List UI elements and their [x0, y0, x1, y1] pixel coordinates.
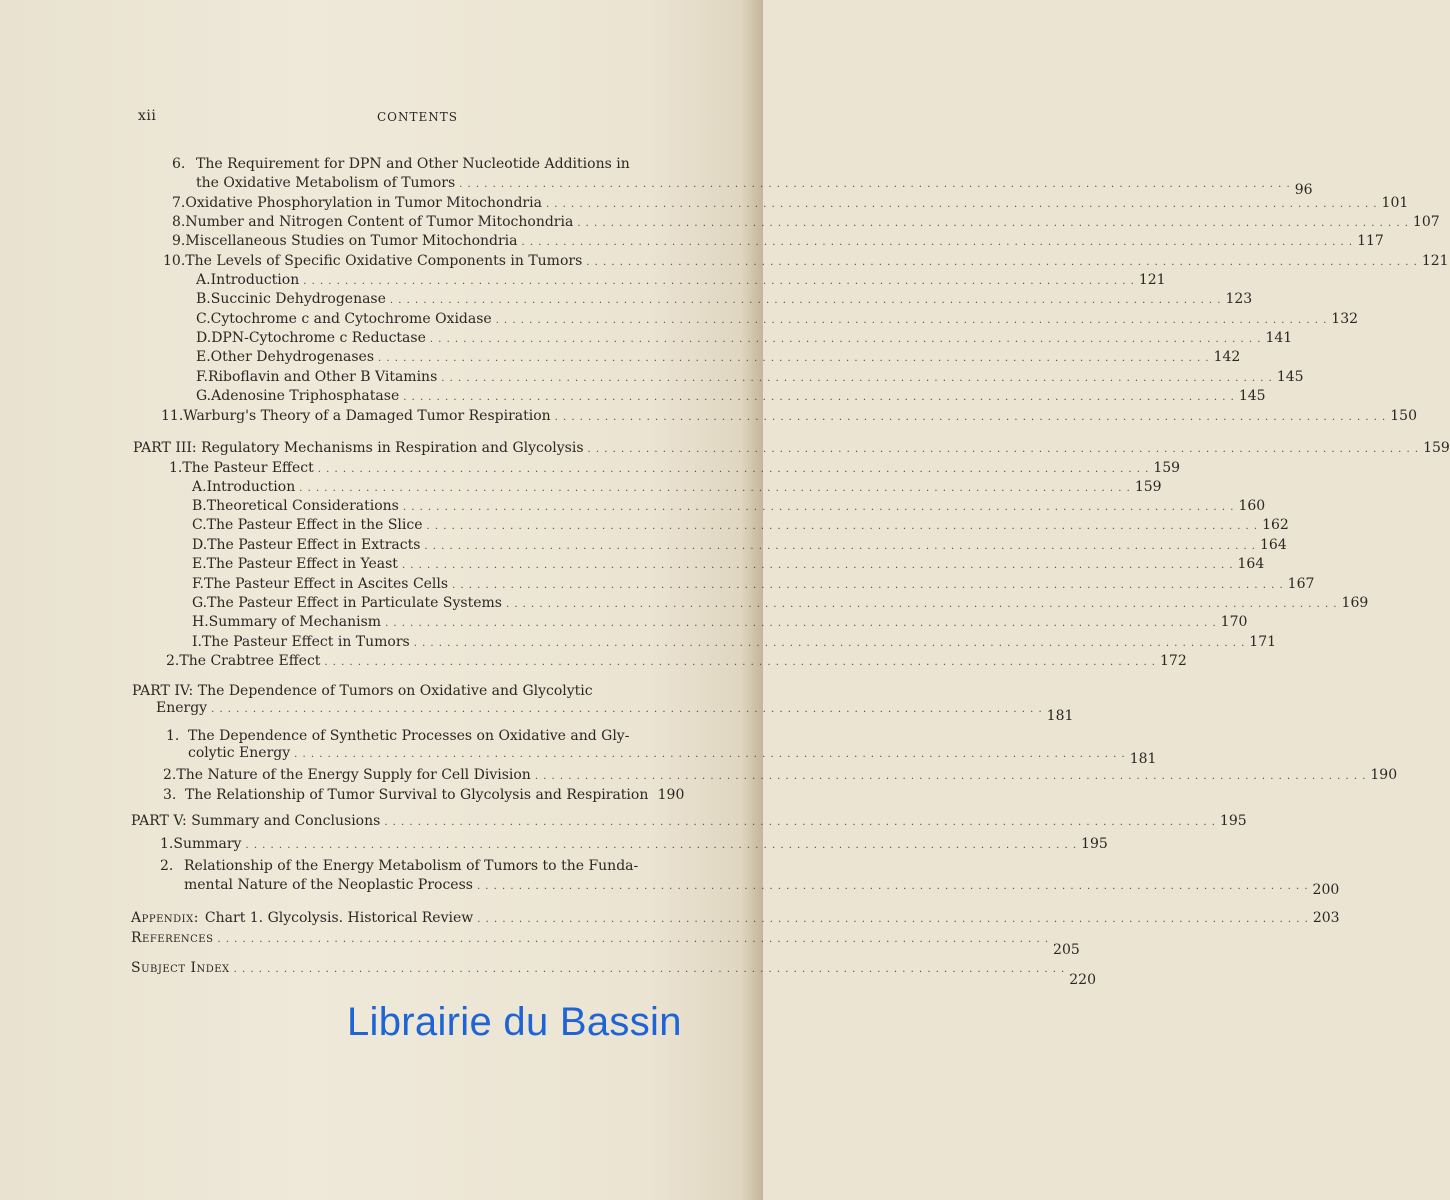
leader-dots — [441, 369, 1273, 387]
toc-entry — [172, 233, 1384, 251]
toc-entry-label: Warburg's Theory of a Damaged Tumor Respiration — [183, 408, 551, 424]
leader-dots — [555, 408, 1387, 426]
toc-subentry — [196, 369, 1304, 387]
toc-page-number: 159 — [1423, 440, 1450, 456]
toc-part-heading — [133, 440, 1450, 458]
toc-subentry — [192, 479, 1162, 497]
toc-entry-letter: C. — [192, 517, 207, 533]
toc-page-number: 150 — [1390, 408, 1417, 424]
toc-entry-label: Riboflavin and Other B Vitamins — [207, 369, 438, 385]
toc-entry-letter: B. — [196, 291, 211, 307]
leader-dots — [245, 836, 1077, 854]
toc-entry — [166, 728, 662, 744]
toc-part-label: Energy — [156, 700, 208, 716]
toc-page-number: 121 — [1138, 272, 1166, 288]
toc-entry-label: Subject Index — [131, 960, 230, 976]
toc-page-number: 172 — [1160, 653, 1187, 669]
toc-subentry — [196, 388, 1266, 406]
leader-dots — [217, 930, 1049, 948]
toc-entry-letter: F. — [192, 576, 204, 592]
toc-entry-label: The Pasteur Effect — [182, 460, 314, 476]
toc-page-number: 169 — [1341, 595, 1369, 611]
toc-entry-label: The Levels of Specific Oxidative Components in Tumors — [185, 253, 583, 269]
toc-entry-letter: G. — [196, 388, 212, 404]
leader-dots — [403, 388, 1235, 406]
toc-entry-continued — [188, 745, 1157, 767]
toc-entry-label: Theoretical Considerations — [206, 498, 399, 514]
running-title: CONTENTS — [376, 110, 458, 124]
toc-entry-label: Oxidative Phosphorylation in Tumor Mitochondria — [185, 195, 542, 211]
toc-appendix-head: Appendix: — [131, 910, 199, 926]
toc-page-number: 96 — [1294, 182, 1313, 198]
leader-dots — [430, 330, 1262, 348]
toc-page-number: 164 — [1260, 537, 1287, 553]
watermark: Librairie du Bassin — [347, 1000, 682, 1044]
toc-page-number: 164 — [1237, 556, 1265, 572]
toc-entry-letter: D. — [196, 330, 212, 346]
toc-subentry — [192, 576, 1315, 594]
toc-page-number: 200 — [1312, 882, 1340, 898]
toc-entry-number: 1. — [169, 460, 183, 476]
toc-entry-continued — [184, 877, 1340, 898]
leader-dots — [318, 460, 1150, 478]
toc-page-number: 142 — [1213, 349, 1241, 365]
leader-dots — [390, 291, 1222, 309]
toc-entry-letter: D. — [192, 537, 208, 553]
toc-entry — [172, 156, 662, 172]
toc-part-label: PART III: Regulatory Mechanisms in Respiration and Glycolysis — [133, 440, 584, 456]
toc-entry-label: The Crabtree Effect — [179, 653, 321, 669]
toc-appendix — [131, 910, 1340, 928]
toc-page-number: 167 — [1287, 576, 1315, 592]
toc-part-heading — [132, 683, 662, 699]
toc-subentry — [196, 349, 1241, 367]
toc-entry — [166, 653, 1187, 671]
toc-entry-label: The Pasteur Effect in Particulate Systems — [207, 595, 502, 611]
leader-dots — [403, 498, 1235, 516]
leader-dots — [294, 745, 1126, 763]
toc-entry-number: 3. — [163, 787, 177, 803]
toc-entry-label: Introduction — [210, 272, 300, 288]
leader-dots — [234, 960, 1066, 978]
leader-dots — [459, 175, 1291, 193]
toc-subentry — [196, 330, 1293, 348]
leader-dots — [424, 537, 1256, 555]
toc-page-number: 203 — [1312, 910, 1340, 926]
toc-entry — [172, 214, 1440, 232]
toc-entry — [163, 787, 698, 803]
toc-entry-label: Other Dehydrogenases — [210, 349, 375, 365]
toc-entry-label: The Pasteur Effect in Ascites Cells — [203, 576, 449, 592]
toc-page-number: 141 — [1265, 330, 1293, 346]
toc-entry-number: 2. — [160, 858, 174, 874]
toc-page-number: 181 — [1129, 751, 1157, 767]
toc-entry-label: The Pasteur Effect in Extracts — [207, 537, 421, 553]
toc-entry — [169, 460, 1181, 478]
toc-entry-label: Summary — [173, 836, 242, 852]
toc-entry-letter: E. — [192, 556, 207, 572]
leader-dots — [535, 767, 1367, 785]
toc-entry-letter: A. — [196, 272, 211, 288]
toc-page-number: 171 — [1249, 634, 1277, 650]
toc-page-number: 121 — [1421, 253, 1449, 269]
toc-entry-letter: B. — [192, 498, 207, 514]
toc-subentry — [192, 595, 1369, 613]
toc-page-number: 195 — [1219, 813, 1247, 829]
toc-entry-number: 7. — [172, 195, 186, 211]
leader-dots — [546, 195, 1378, 213]
toc-entry-letter: F. — [196, 369, 208, 385]
toc-entry-letter: G. — [192, 595, 208, 611]
page-number: xii — [138, 108, 157, 124]
toc-entry-number: 2. — [166, 653, 180, 669]
toc-entry-label: The Pasteur Effect in Tumors — [201, 634, 410, 650]
toc-subentry — [192, 556, 1265, 574]
leader-dots — [299, 479, 1131, 497]
toc-entry-continued — [196, 175, 1313, 198]
toc-page-number: 117 — [1357, 233, 1384, 249]
toc-page-number: 159 — [1134, 479, 1162, 495]
leader-dots — [586, 253, 1418, 271]
toc-entry-label: Chart 1. Glycolysis. Historical Review — [204, 910, 474, 926]
toc-page-number: 162 — [1262, 517, 1289, 533]
toc-entry — [163, 253, 1449, 271]
leader-dots — [402, 556, 1234, 574]
toc-page-number: 132 — [1331, 311, 1359, 327]
toc-part-label: PART IV: The Dependence of Tumors on Oxidative and Glycolytic — [132, 683, 593, 699]
toc-entry-letter: H. — [192, 614, 209, 630]
leader-dots — [427, 517, 1259, 535]
toc-subentry — [192, 634, 1277, 652]
toc-entry-letter: I. — [192, 634, 202, 650]
toc-page-number: 220 — [1069, 972, 1096, 988]
toc-entry — [161, 408, 1417, 426]
toc-entry-letter: A. — [192, 479, 207, 495]
toc-entry — [160, 858, 662, 874]
toc-entry-label: The Relationship of Tumor Survival to Glycolysis and Respiration — [185, 787, 649, 803]
toc-page-number: 181 — [1046, 708, 1074, 724]
leader-dots — [477, 877, 1309, 895]
toc-entry-label: The Dependence of Synthetic Processes on Oxidative and Gly- — [188, 728, 630, 744]
toc-subject-index — [131, 960, 1096, 988]
leader-dots — [378, 349, 1210, 367]
toc-entry-number: 9. — [172, 233, 186, 249]
toc-entry-label: The Nature of the Energy Supply for Cell Division — [176, 767, 531, 783]
toc-entry-label: DPN-Cytochrome c Reductase — [211, 330, 426, 346]
toc-subentry — [196, 291, 1253, 309]
toc-subentry — [192, 614, 1248, 632]
toc-entry-number: 6. — [172, 156, 186, 172]
leader-dots — [522, 233, 1354, 251]
toc-entry-number: 1. — [166, 728, 180, 744]
toc-entry — [163, 767, 1398, 785]
toc-entry-label: The Requirement for DPN and Other Nucleotide Additions in — [196, 156, 630, 172]
toc-entry-label: The Pasteur Effect in the Slice — [206, 517, 423, 533]
toc-entry-label: mental Nature of the Neoplastic Process — [184, 877, 473, 893]
toc-page-number: 107 — [1412, 214, 1440, 230]
toc-entry-label: Number and Nitrogen Content of Tumor Mitochondria — [185, 214, 574, 230]
toc-entry-label: The Pasteur Effect in Yeast — [206, 556, 398, 572]
toc-page-number: 205 — [1053, 942, 1080, 958]
toc-part-heading — [131, 813, 1247, 831]
leader-dots — [588, 440, 1420, 458]
toc-entry-number: 2. — [163, 767, 177, 783]
toc-entry-label: Adenosine Triphosphatase — [211, 388, 400, 404]
toc-references — [131, 930, 1080, 958]
leader-dots — [303, 272, 1135, 290]
toc-entry-number: 11. — [161, 408, 184, 424]
toc-page-number: 101 — [1381, 195, 1409, 211]
toc-part-heading-continued — [156, 700, 1074, 724]
leader-dots — [496, 311, 1328, 329]
toc-subentry — [196, 311, 1359, 329]
toc-subentry — [196, 272, 1166, 290]
leader-dots — [414, 634, 1246, 652]
toc-page-number: 145 — [1238, 388, 1266, 404]
toc-entry-number: 8. — [172, 214, 186, 230]
leader-dots — [506, 595, 1338, 613]
toc-entry-label: Succinic Dehydrogenase — [210, 291, 386, 307]
leader-dots — [385, 614, 1217, 632]
toc-entry-label: Miscellaneous Studies on Tumor Mitochondria — [185, 233, 518, 249]
toc-entry-label: Introduction — [206, 479, 296, 495]
toc-page-number: 160 — [1238, 498, 1266, 514]
leader-dots — [577, 214, 1409, 232]
toc-entry-letter: C. — [196, 311, 211, 327]
toc-subentry — [192, 537, 1287, 555]
toc-part-label: PART V: Summary and Conclusions — [131, 813, 381, 829]
leader-dots — [477, 910, 1309, 928]
toc-entry-number: 10. — [163, 253, 186, 269]
toc-subentry — [192, 517, 1289, 535]
leader-dots — [384, 813, 1216, 831]
toc-entry-label: colytic Energy — [188, 745, 291, 761]
toc-entry-label: Relationship of the Energy Metabolism of Tumors to the Funda- — [184, 858, 639, 874]
toc-entry-label: Cytochrome c and Cytochrome Oxidase — [210, 311, 492, 327]
leader-dots — [211, 700, 1043, 718]
toc-subentry — [192, 498, 1266, 516]
toc-entry-label: the Oxidative Metabolism of Tumors — [196, 175, 456, 191]
toc-entry-label: References — [131, 930, 214, 946]
leader-dots — [452, 576, 1284, 594]
toc-entry — [172, 195, 1409, 213]
toc-page-number: 170 — [1220, 614, 1248, 630]
toc-entry — [160, 836, 1108, 854]
toc-entry-number: 1. — [160, 836, 174, 852]
toc-page-number: 159 — [1153, 460, 1181, 476]
toc-page-number: 145 — [1276, 369, 1304, 385]
toc-entry-label: Summary of Mechanism — [208, 614, 382, 630]
toc-page-number: 190 — [1370, 767, 1398, 783]
toc-page-number: 190 — [657, 787, 685, 803]
toc-page-number: 123 — [1225, 291, 1253, 307]
leader-dots — [324, 653, 1156, 671]
toc-entry-letter: E. — [196, 349, 211, 365]
toc-page-number: 195 — [1081, 836, 1108, 852]
